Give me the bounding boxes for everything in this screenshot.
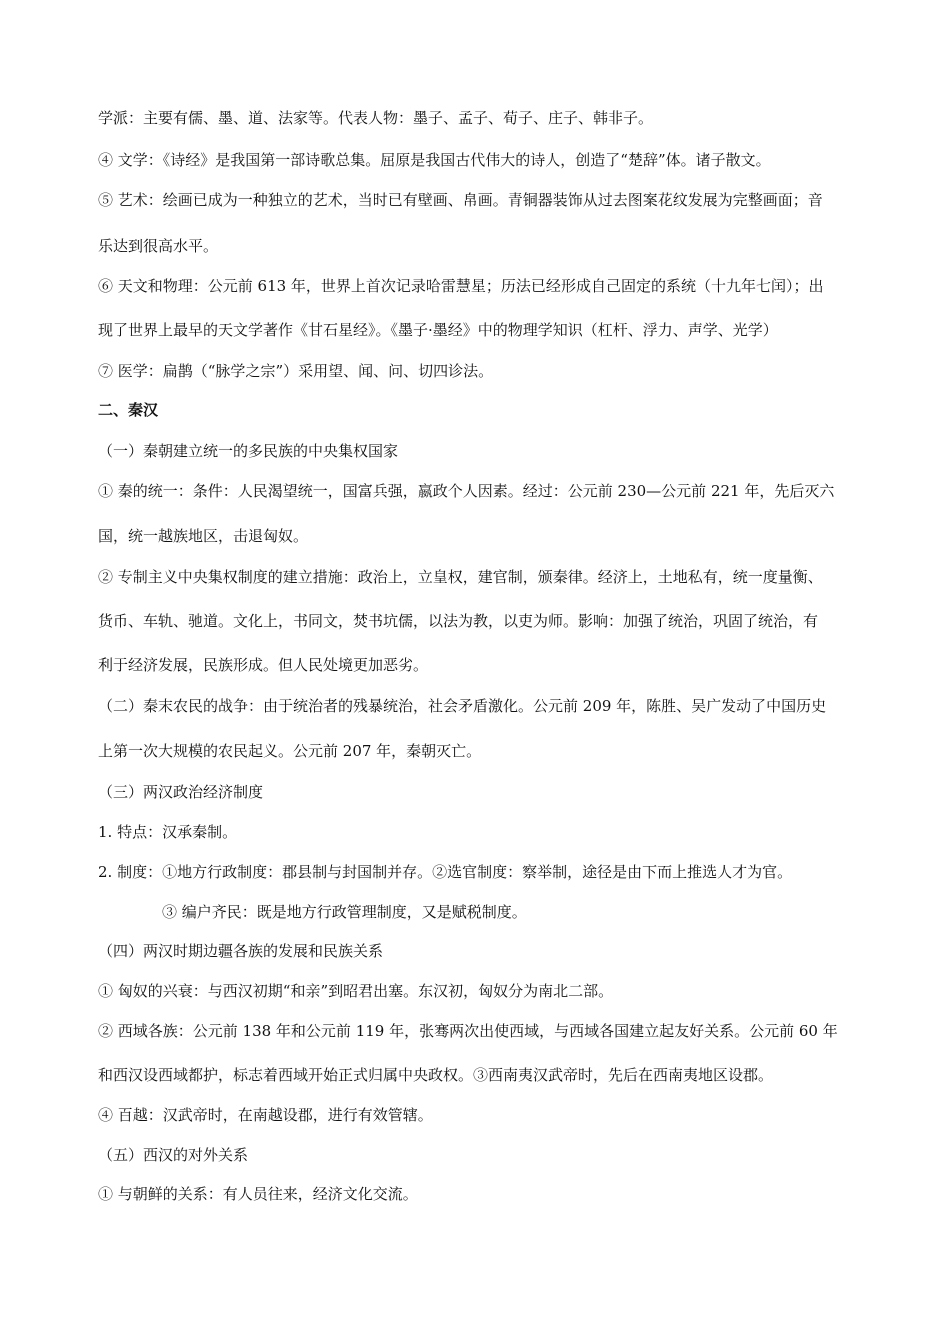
text-line: ① 秦的统一：条件：人民渴望统一，国富兵强，嬴政个人因素。经过：公元前 230—公元前 221 年，先后灭六: [98, 482, 835, 500]
text-line: 学派：主要有儒、墨、道、法家等。代表人物：墨子、孟子、荀子、庄子、韩非子。: [98, 109, 654, 127]
text-line: 现了世界上最早的天文学著作《甘石星经》。《墨子·墨经》中的物理学知识（杠杆、浮力、声学、光学）: [98, 321, 778, 339]
subsection-heading: （二）秦末农民的战争：由于统治者的残暴统治，社会矛盾激化。公元前 209 年，陈胜、吴广发动了中国历史: [98, 697, 827, 715]
text-line: 和西汉设西域都护，标志着西域开始正式归属中央政权。③西南夷汉武帝时，先后在西南夷地区设郡。: [98, 1066, 774, 1084]
text-line: ④ 百越：汉武帝时，在南越设郡，进行有效管辖。: [98, 1106, 433, 1124]
text-line: ① 与朝鲜的关系：有人员往来，经济文化交流。: [98, 1185, 418, 1203]
section-heading: 二、秦汉: [98, 401, 159, 419]
subsection-heading: （四）两汉时期边疆各族的发展和民族关系: [98, 942, 384, 960]
text-line: ④ 文学：《诗经》是我国第一部诗歌总集。屈原是我国古代伟大的诗人，创造了“楚辞”体。诸子散文。: [98, 151, 771, 169]
text-line: 1. 特点：汉承秦制。: [98, 823, 238, 841]
text-line: ⑦ 医学：扁鹊（“脉学之宗”）采用望、闻、问、切四诊法。: [98, 362, 494, 380]
text-line-indented: ③ 编户齐民：既是地方行政管理制度，又是赋税制度。: [162, 903, 527, 921]
text-line: ⑤ 艺术：绘画已成为一种独立的艺术，当时已有壁画、帛画。青铜器装饰从过去图案花纹发展为完整画面；音: [98, 191, 823, 209]
text-line: 乐达到很高水平。: [98, 237, 219, 255]
text-line: ② 专制主义中央集权制度的建立措施：政治上，立皇权，建官制，颁秦律。经济上，土地私有，统一度量衡、: [98, 568, 823, 586]
subsection-heading: （三）两汉政治经济制度: [98, 783, 264, 801]
text-line: 利于经济发展，民族形成。但人民处境更加恶劣。: [98, 656, 429, 674]
subsection-heading: （一）秦朝建立统一的多民族的中央集权国家: [98, 442, 399, 460]
text-line: 货币、车轨、驰道。文化上，书同文，焚书坑儒，以法为教，以吏为师。影响：加强了统治，巩固了统治，有: [98, 612, 819, 630]
text-line: ① 匈奴的兴衰：与西汉初期“和亲”到昭君出塞。东汉初，匈奴分为南北二部。: [98, 982, 614, 1000]
text-line: 国，统一越族地区，击退匈奴。: [98, 527, 309, 545]
text-line: ② 西域各族：公元前 138 年和公元前 119 年，张骞两次出使西域，与西域各国建立起友好关系。公元前 60 年: [98, 1022, 838, 1040]
text-line: ⑥ 天文和物理：公元前 613 年，世界上首次记录哈雷慧星；历法已经形成自己固定的系统（十九年七闰）；出: [98, 277, 824, 295]
subsection-heading: （五）西汉的对外关系: [98, 1146, 249, 1164]
text-line: 2. 制度：①地方行政制度：郡县制与封国制并存。②选官制度：察举制，途径是由下而上推选人才为官。: [98, 863, 793, 881]
text-line: 上第一次大规模的农民起义。公元前 207 年，秦朝灭亡。: [98, 742, 482, 760]
